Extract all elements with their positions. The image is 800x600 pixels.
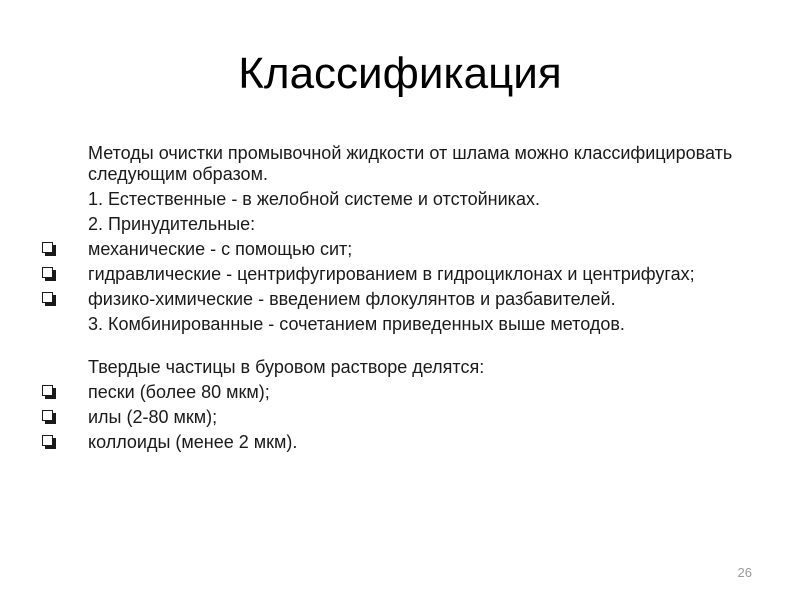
line-text: гидравлические - центрифугированием в гидроциклонах и центрифугах; <box>88 264 695 284</box>
bullet-item <box>0 264 800 285</box>
bullet-item <box>0 382 800 403</box>
checkbox-bullet-icon <box>42 267 53 278</box>
line-text: Твердые частицы в буровом растворе делятся: <box>88 357 485 377</box>
line-text: Методы очистки промывочной жидкости от шлама можно классифицировать следующим образом. <box>88 143 733 184</box>
page-number: 26 <box>737 565 752 580</box>
line-text: 1. Естественные - в желобной системе и отстойниках. <box>88 189 540 209</box>
line-text: коллоиды (менее 2 мкм). <box>88 432 298 452</box>
checkbox-bullet-icon <box>42 410 53 421</box>
checkbox-bullet-icon <box>42 435 53 446</box>
slide-title: Классификация <box>238 49 562 98</box>
line-text: пески (более 80 мкм); <box>88 382 270 402</box>
line-text: 2. Принудительные: <box>88 214 256 234</box>
line-text: 3. Комбинированные - сочетанием приведенных выше методов. <box>88 314 625 334</box>
list-item <box>0 214 800 235</box>
bullet-item <box>0 239 800 260</box>
paragraph-intro <box>0 143 800 185</box>
bullet-item <box>0 407 800 428</box>
bullet-item <box>0 432 800 453</box>
list-item <box>0 189 800 210</box>
paragraph-particles <box>0 357 800 378</box>
line-text: илы (2-80 мкм); <box>88 407 218 427</box>
checkbox-bullet-icon <box>42 385 53 396</box>
line-text: механические - с помощью сит; <box>88 239 353 259</box>
checkbox-bullet-icon <box>42 242 53 253</box>
checkbox-bullet-icon <box>42 292 53 303</box>
line-text: физико-химические - введением флокулянтов и разбавителей. <box>88 289 616 309</box>
list-item <box>0 314 800 335</box>
bullet-item <box>0 289 800 310</box>
slide-content <box>0 143 800 457</box>
